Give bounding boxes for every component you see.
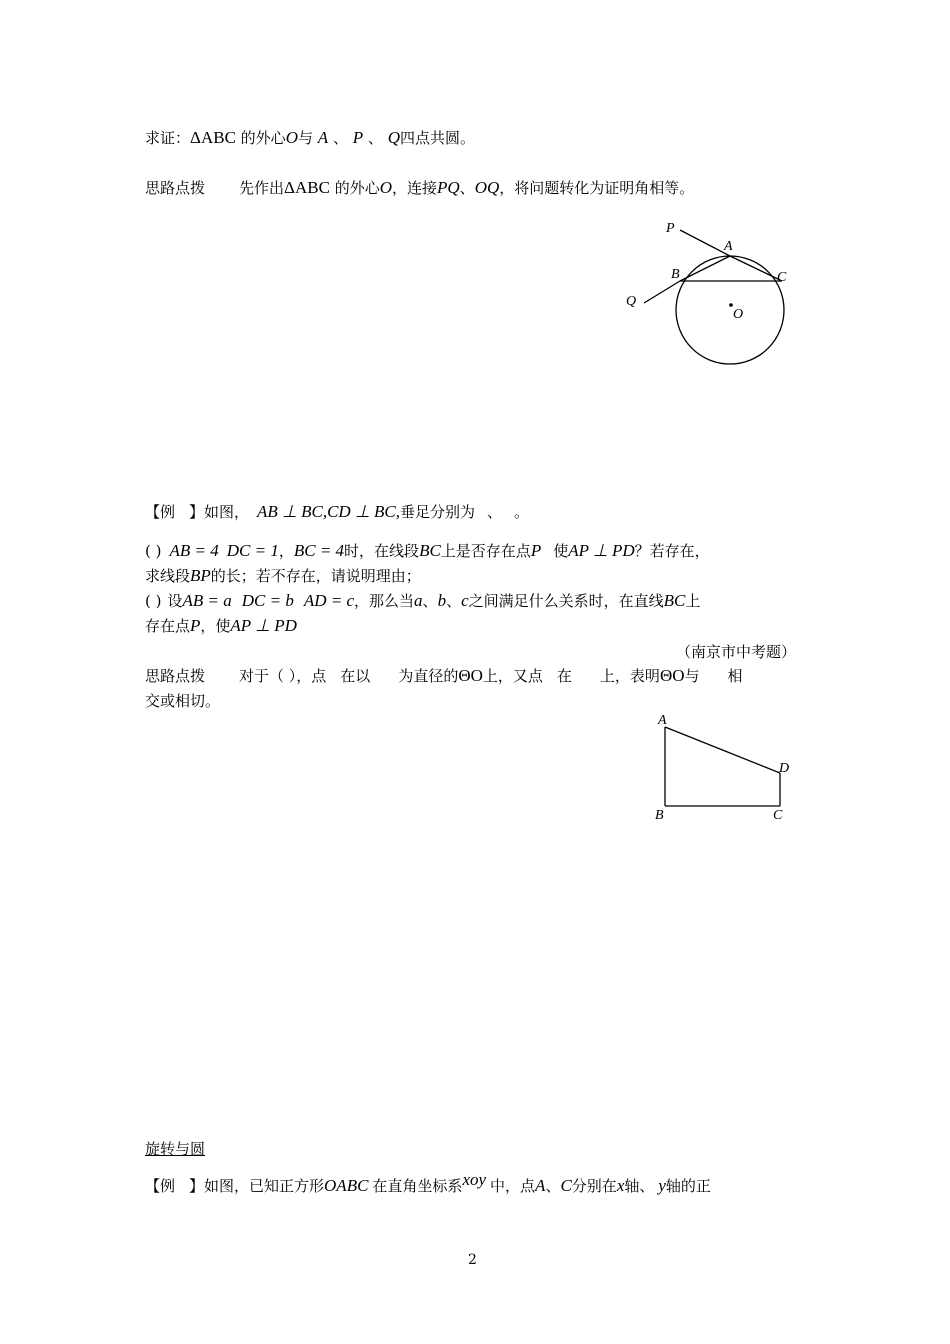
- text: 存在点: [145, 617, 191, 635]
- hint-paragraph-1: [145, 178, 694, 198]
- math: OABC: [324, 1176, 369, 1195]
- sep: 、: [446, 592, 462, 610]
- math: AB = 4: [169, 541, 219, 560]
- math: A: [535, 1176, 546, 1195]
- math: c: [461, 591, 469, 610]
- text: 相: [727, 667, 743, 685]
- math: y: [658, 1176, 666, 1195]
- circumcircle: [676, 256, 784, 364]
- math: BC = 4: [293, 541, 345, 560]
- text: 的外心: [329, 179, 380, 197]
- example1-hint-line1: [145, 666, 743, 686]
- math: AD = c: [303, 591, 355, 610]
- math-A: A: [317, 128, 329, 147]
- label-B: B: [671, 267, 680, 282]
- math: P: [190, 616, 201, 635]
- circle-O: ΘO: [659, 666, 685, 685]
- proof-prefix: 求证：: [145, 129, 191, 147]
- text: 先作出: [239, 179, 285, 197]
- example1-q1-line1: [145, 541, 710, 561]
- math-P: P: [352, 128, 364, 147]
- page-number: 2: [468, 1252, 477, 1268]
- label-A: A: [658, 713, 667, 728]
- math: BC: [663, 591, 686, 610]
- text: ，将问题转化为证明角相等。: [499, 179, 695, 197]
- text: ，使: [200, 617, 231, 635]
- text: ，连接: [391, 179, 437, 197]
- label-B: B: [655, 808, 664, 823]
- text: 在直角坐标系: [372, 1177, 463, 1195]
- math-condition: AB ⊥ BC,CD ⊥ BC,: [257, 502, 400, 521]
- text: ( ): [145, 592, 162, 610]
- math: AP ⊥ PD: [568, 541, 635, 560]
- sep: 、: [422, 592, 438, 610]
- text: 的长；若不存在，请说明理由；: [210, 567, 421, 585]
- math: xoy: [462, 1170, 487, 1189]
- text: （南京市中考题）: [676, 643, 797, 661]
- text: 】如图，: [189, 503, 250, 521]
- line-pa: [680, 230, 730, 256]
- label-C: C: [777, 270, 787, 285]
- label-Q: Q: [626, 294, 637, 309]
- label-P: P: [666, 221, 675, 236]
- math: a: [414, 591, 423, 610]
- text: ，: [278, 542, 294, 560]
- example1-heading: [145, 502, 529, 522]
- text: 与: [297, 129, 313, 147]
- math-OQ: OQ: [474, 178, 500, 197]
- segment-ab: [680, 256, 730, 281]
- math-O: O: [379, 178, 392, 197]
- math: BC: [419, 541, 441, 560]
- math: BP: [190, 566, 211, 585]
- text: ( ): [145, 542, 162, 560]
- text: 轴、: [624, 1177, 655, 1195]
- example1-hint-line2: [145, 691, 220, 711]
- text: 【例: [145, 1177, 176, 1195]
- text: 在: [556, 667, 572, 685]
- example2-line1: [145, 1170, 711, 1196]
- math: b: [437, 591, 447, 610]
- example1-q1-line2: [145, 566, 421, 586]
- text: 上是否存在点: [440, 542, 531, 560]
- math: x: [616, 1176, 625, 1195]
- math: DC = 1: [226, 541, 279, 560]
- sep: 、: [545, 1177, 561, 1195]
- label-O: O: [733, 307, 744, 322]
- text: 】如图，已知正方形: [189, 1177, 325, 1195]
- text: 对于（ ），点: [239, 667, 327, 685]
- text: 交或相切。: [145, 692, 221, 710]
- sep: 、: [367, 129, 383, 147]
- sep: 、: [487, 503, 503, 521]
- label-D: D: [779, 761, 790, 776]
- text: 上: [685, 592, 701, 610]
- label-C: C: [773, 808, 783, 823]
- circle-figure: [620, 215, 800, 375]
- text: 时，在线段: [344, 542, 420, 560]
- math: P: [530, 541, 542, 560]
- text: 在以: [340, 667, 371, 685]
- triangle-abc: ΔABC: [190, 128, 236, 147]
- text: 使: [553, 542, 569, 560]
- math: AB = a: [182, 591, 232, 610]
- text: 轴的正: [665, 1177, 711, 1195]
- line-qb: [644, 281, 680, 303]
- text: ？若存在，: [634, 542, 710, 560]
- trapezoid-figure: [650, 710, 800, 830]
- example1-q2-line2: [145, 616, 297, 636]
- triangle-abc: ΔABC: [284, 178, 330, 197]
- sep: 、: [332, 129, 348, 147]
- text: 。: [514, 503, 530, 521]
- text: 为直径的: [398, 667, 459, 685]
- example1-q2-line1: [145, 591, 700, 611]
- text: 的外心: [235, 129, 286, 147]
- segment-ad: [665, 727, 780, 773]
- text: 上，表明: [599, 667, 660, 685]
- math-PQ: PQ: [437, 178, 460, 197]
- text: 求线段: [145, 567, 191, 585]
- math-Q: Q: [387, 128, 400, 147]
- label-A: A: [724, 239, 733, 254]
- math: DC = b: [241, 591, 294, 610]
- text: 与: [684, 667, 700, 685]
- section-title: 旋转与圆: [145, 1140, 206, 1158]
- circle-O: ΘO: [458, 666, 483, 685]
- text: 分别在: [571, 1177, 617, 1195]
- proof-statement: [145, 128, 475, 148]
- sep: 、: [459, 179, 475, 197]
- text: 垂足分别为: [399, 503, 475, 521]
- text: ，那么当: [354, 592, 415, 610]
- text: 设: [167, 592, 183, 610]
- text: 【例: [145, 503, 176, 521]
- example1-source: [676, 642, 796, 662]
- text: 四点共圆。: [399, 129, 475, 147]
- hint-label: 思路点拨: [145, 179, 206, 197]
- text: 中，点: [490, 1177, 536, 1195]
- hint-label: 思路点拨: [145, 667, 206, 685]
- math: C: [560, 1176, 572, 1195]
- segment-ac: [730, 256, 782, 281]
- math: AP ⊥ PD: [230, 616, 297, 635]
- text: 之间满足什么关系时，在直线: [468, 592, 664, 610]
- math-O: O: [285, 128, 298, 147]
- text: 上，又点: [482, 667, 543, 685]
